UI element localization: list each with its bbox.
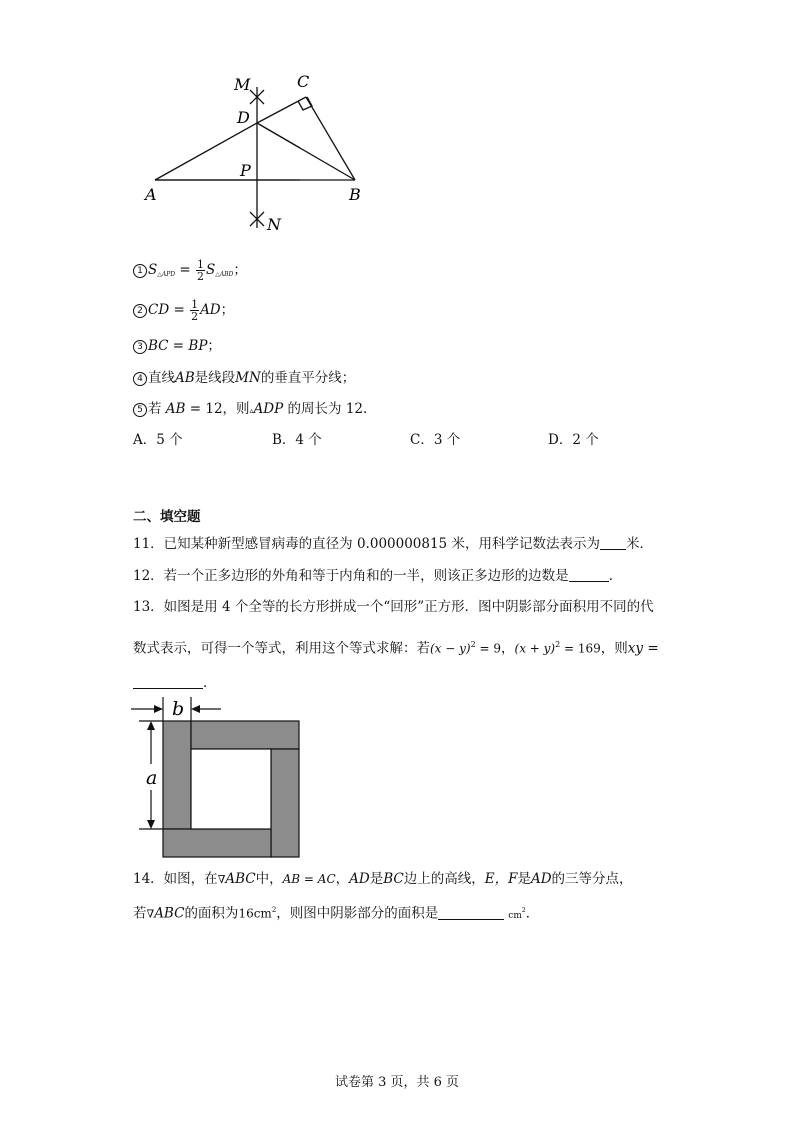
triangle-figure-right bbox=[140, 70, 380, 235]
q14-text: 的面积为 bbox=[184, 905, 239, 922]
arrowhead-b-left bbox=[154, 705, 163, 713]
q14-var: ABC bbox=[225, 871, 256, 887]
triangle-symbol: ▵ bbox=[249, 406, 254, 415]
statement-1 bbox=[133, 259, 247, 285]
stmt-sub: △ABD bbox=[215, 271, 234, 278]
q14-text: 14．如图，在 bbox=[133, 871, 218, 887]
q14-text: ，则图中阴影部分的面积是 bbox=[276, 905, 439, 922]
q14-text: 的三等分点， bbox=[551, 871, 633, 887]
q13-expr: (x − y) bbox=[430, 641, 471, 656]
label-C: C bbox=[297, 72, 310, 91]
q14-expr: AB = AC bbox=[282, 872, 336, 886]
q13-text: ，则 bbox=[600, 640, 628, 657]
stmt-var: AB bbox=[175, 370, 195, 386]
triangle-symbol: ∇ bbox=[217, 873, 226, 886]
stmt-sub: △APD bbox=[157, 271, 176, 278]
q14-text: 若 bbox=[133, 905, 147, 922]
stmt-expr: BC = BP bbox=[148, 338, 208, 354]
stmt-expr: S bbox=[205, 262, 216, 278]
statement-mark: 5 bbox=[133, 403, 147, 417]
rect-right bbox=[271, 749, 299, 857]
label-M: M bbox=[234, 75, 251, 94]
question-12 bbox=[133, 566, 622, 586]
q13-exp: 2 bbox=[470, 640, 476, 649]
q13-eq: = 169 bbox=[560, 641, 601, 656]
statement-mark: 1 bbox=[133, 264, 147, 278]
q13-eq: = bbox=[643, 640, 659, 657]
q12-text-end: ． bbox=[608, 568, 623, 584]
q14-var: ABC bbox=[154, 905, 185, 922]
stmt-text: 是线段 bbox=[194, 370, 236, 386]
square-figure bbox=[125, 692, 305, 862]
q13-var: xy bbox=[627, 640, 644, 657]
q14-var: E，F bbox=[484, 871, 518, 887]
arrowhead-a-down bbox=[147, 820, 155, 829]
choice-c[interactable]: C．3 个 bbox=[410, 432, 461, 448]
q13-end: ． bbox=[203, 675, 217, 691]
arrowhead-b-right bbox=[191, 705, 200, 713]
q14-var: AD bbox=[530, 871, 552, 887]
rect-left bbox=[163, 721, 191, 829]
q14-area: 16cm bbox=[238, 906, 272, 921]
stmt-end: ； bbox=[220, 302, 235, 318]
q11-text: 11．已知某种新型感冒病毒的直径为 0.000000815 米，用科学记数法表示为 bbox=[133, 536, 600, 552]
q13-sep: ， bbox=[501, 640, 515, 657]
triangle-symbol: ∇ bbox=[146, 907, 155, 921]
stmt-expr: CD bbox=[148, 302, 170, 318]
stmt-end: ； bbox=[207, 338, 221, 354]
section-title: 二、填空题 bbox=[133, 509, 201, 525]
statement-mark: 4 bbox=[133, 372, 147, 386]
fraction-num: 1 bbox=[196, 258, 204, 271]
fraction-den: 2 bbox=[191, 310, 199, 323]
question-14-line2 bbox=[133, 900, 539, 926]
q13-exp: 2 bbox=[555, 640, 561, 649]
q14-text: 中， bbox=[255, 871, 283, 887]
statement-5 bbox=[133, 399, 367, 421]
label-N: N bbox=[267, 215, 281, 234]
q14-var: AD bbox=[349, 871, 370, 887]
q13-expr: (x + y) bbox=[514, 641, 556, 656]
statement-mark: 2 bbox=[133, 304, 147, 318]
label-a: a bbox=[146, 767, 158, 789]
choice-d[interactable]: D．2 个 bbox=[548, 432, 599, 448]
segment-CB bbox=[306, 97, 355, 180]
arrowhead-a-up bbox=[147, 721, 155, 730]
stmt-eq: = bbox=[175, 262, 195, 278]
stmt-text: 若 bbox=[148, 401, 166, 417]
label-P: P bbox=[240, 161, 251, 180]
statement-3 bbox=[133, 336, 221, 356]
question-13-line2 bbox=[133, 635, 659, 659]
q13-eq: = 9 bbox=[475, 641, 502, 656]
q14-text: ， bbox=[335, 871, 350, 887]
label-B: B bbox=[349, 185, 361, 204]
answer-blank[interactable] bbox=[133, 688, 203, 689]
label-b: b bbox=[172, 698, 185, 720]
stmt-var: MN bbox=[235, 370, 261, 386]
inner-square bbox=[191, 749, 271, 829]
question-11 bbox=[133, 534, 653, 554]
stmt-eq: = bbox=[169, 302, 190, 318]
q12-text: 12．若一个正多边形的外角和等于内角和的一半，则该正多边形的边数是 bbox=[133, 568, 569, 584]
stmt-expr: AD bbox=[200, 302, 221, 318]
fraction-num: 1 bbox=[191, 298, 199, 311]
q11-text-end: 米． bbox=[625, 536, 653, 552]
stmt-text: 的垂直平分线； bbox=[260, 370, 356, 386]
q13-text: 数式表示，可得一个等式，利用这个等式求解：若 bbox=[133, 640, 430, 657]
q14-exp: 2 bbox=[271, 906, 277, 914]
fraction bbox=[196, 259, 205, 282]
statement-2 bbox=[133, 299, 234, 322]
q14-var: BC bbox=[383, 871, 404, 887]
segment-DB-full bbox=[257, 123, 355, 180]
label-A: A bbox=[145, 185, 157, 204]
stmt-var: AB bbox=[165, 401, 186, 417]
q14-text: 边上的高线， bbox=[403, 871, 485, 887]
q14-text: 是 bbox=[517, 871, 531, 887]
page-footer: 试卷第 3 页，共 6 页 bbox=[334, 1075, 460, 1090]
choice-b[interactable]: B．4 个 bbox=[272, 432, 322, 448]
rect-top bbox=[191, 721, 299, 749]
stmt-end: ； bbox=[233, 262, 247, 278]
q14-text: ． bbox=[525, 905, 540, 922]
answer-blank[interactable] bbox=[569, 581, 609, 582]
statement-mark: 3 bbox=[133, 340, 147, 354]
question-13-line1: 13．如图是用 4 个全等的长方形拼成一个“回形”正方形．图中阴影部分面积用不同的代 bbox=[133, 599, 654, 615]
stmt-text: 的周长为 12. bbox=[283, 401, 368, 417]
q14-unit: cm bbox=[508, 910, 522, 921]
label-D: D bbox=[237, 108, 250, 127]
statement-4 bbox=[133, 368, 355, 388]
stmt-text: = 12，则 bbox=[185, 401, 250, 417]
right-angle-mark bbox=[298, 97, 312, 110]
q14-exp: 2 bbox=[521, 907, 526, 914]
question-13-line3 bbox=[133, 673, 217, 693]
question-14-line1 bbox=[133, 869, 633, 890]
rect-bottom bbox=[163, 829, 271, 857]
stmt-text: 直线 bbox=[148, 370, 175, 386]
answer-blank[interactable] bbox=[600, 549, 626, 550]
stmt-expr: S bbox=[148, 262, 158, 278]
q14-text: 是 bbox=[369, 871, 384, 887]
fraction bbox=[190, 299, 199, 322]
stmt-var: ADP bbox=[253, 401, 284, 417]
fraction-den: 2 bbox=[196, 270, 204, 283]
choice-a[interactable]: A．5 个 bbox=[133, 432, 183, 448]
answer-blank[interactable] bbox=[438, 919, 504, 920]
